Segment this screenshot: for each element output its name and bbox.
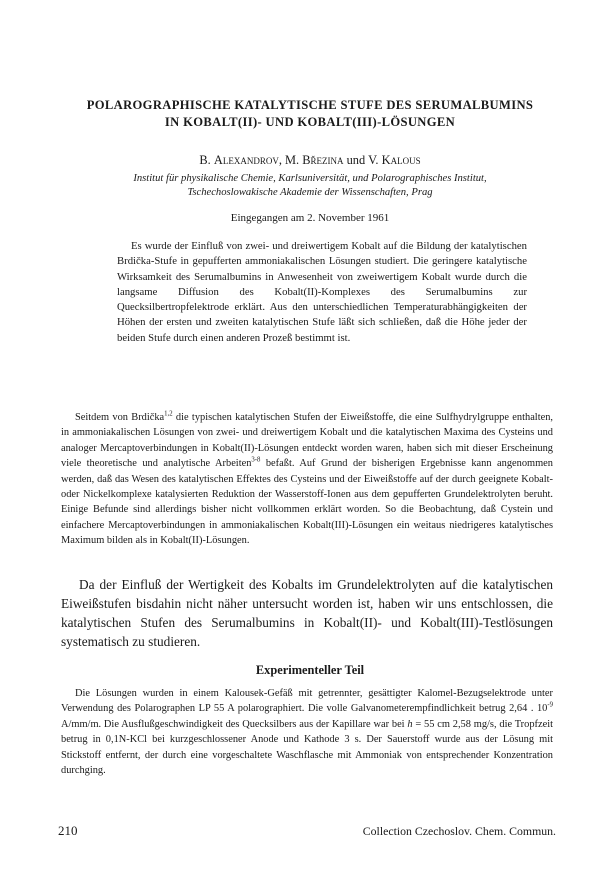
experimental-text-a: Die Lösungen wurden in einem Kalousek-Gefäß mit getrennter, gesättigter Kalomel-Bezugselektrode unter Verwendung des Polarographen LP 55 A polarographiert. Die volle Galvanometerempfindlichkeit betrug 2,64 . 10: [61, 688, 553, 715]
title-line-2: IN KOBALT(II)- UND KOBALT(III)-LÖSUNGEN: [164, 115, 456, 129]
experimental-text-b: A/mm/m. Die Ausflußgeschwindigkeit des Quecksilbers aus der Kapillare war bei: [61, 718, 408, 730]
intro-text-c: befaßt. Auf Grund der bisherigen Ergebnisse kann angenommen werden, daß das Wesen des katalytischen Effektes des Cysteins und der Eiweißstoffe auf der durch geeignete Kobalt- oder Nickelkomplexe katalysierten Reduktion der Wasserstoff-Ionen aus dem gepufferten Grundelektrolyten beruht. Einige Befunde sind allerdings bisher nicht vollkommen erklärt worden. So die Beobachtung, daß Cystein und einfachere Mercaptoverbindungen in ammoniakalischen Kobalt(III)-Lösungen ein weitaus niedrigeres katalytisches Maximum bilden als in Kobalt(II)-Lösungen.: [61, 458, 553, 547]
author-1-name: Alexandrov: [213, 153, 279, 167]
citation-ref-2: 3-8: [251, 456, 261, 464]
author-separator-1: , M.: [278, 153, 303, 167]
exponent: -9: [547, 701, 553, 709]
experimental-text-c: = 55 cm 2,58 mg/s, die Tropfzeit betrug in 0,1N-KCl bei kurzgeschlossener Anode und Kathode 3 s. Der Sauerstoff wurde aus der Lösung mit Stickstoff entfernt, der durch eine vorgeschaltete Waschflasche mit Ammoniak von entsprechender Konzentration durchging.: [61, 718, 553, 777]
intro-paragraph-2: Da der Einfluß der Wertigkeit des Kobalts im Grundelektrolyten auf die katalytischen Eiweißstufen bisdahin nicht näher untersucht worden ist, haben wir uns entschlossen, die katalytischen Stufen des Serumalbumins in Kobalt(II)- und Kobalt(III)-Testlösungen systematisch zu studieren.: [61, 577, 553, 649]
affiliation-line-1: Institut für physikalische Chemie, Karlsuniversität, und Polarographisches Institut,: [133, 173, 487, 184]
author-2-name: Březina: [302, 153, 344, 167]
experimental-paragraph: [61, 686, 553, 778]
intro-text-a: Seitdem von Brdička: [75, 412, 165, 423]
author-3-name: Kalous: [381, 153, 421, 167]
journal-name: Collection Czechoslov. Chem. Commun.: [362, 824, 556, 838]
affiliation-line-2: Tschechoslowakische Akademie der Wissenschaften, Prag: [187, 186, 433, 198]
abstract: Es wurde der Einfluß von zwei- und dreiwertigem Kobalt auf die Bildung der katalytischen Brdička-Stufe in gepufferten ammoniakalischen Lösungen studiert. Die geringere katalytische Wirksamkeit des Serumalbumins in Anwesenheit von zweiwertigem Kobalt wurde durch die langsame Diffusion des Kobalt(II)-Komplexes des Serumalbumins zur Quecksilbertropfelektrode erklärt. Aus den unterschiedlichen Temperaturabhängigkeiten der Höhen der ersten und zweiten katalytischen Stufe läßt sich schließen, daß die Höhe jeder der beiden Stufe durch einen anderen Prozeß bestimmt ist.: [117, 240, 527, 344]
intro-text-b: die typischen katalytischen Stufen der Eiweißstoffe, die eine Sulfhydrylgruppe enthalten, in ammoniakalischen Lösungen von zwei- und dreiwertigem Kobalt und die katalytischen Maxima des Cysteins und analoger Mercaptoverbindungen in Kobalt(II)-Lösungen entdeckt worden waren, haben sich mit dieser Erscheinung viele theoretische und analytische Arbeiten: [61, 412, 553, 470]
page-number: 210: [58, 823, 78, 838]
author-1-initial: B.: [199, 153, 214, 167]
article-title: [60, 97, 560, 131]
received-date: Eingegangen am 2. November 1961: [230, 212, 390, 224]
author-list: [60, 152, 560, 168]
author-separator-2: und V.: [343, 153, 382, 167]
intro-paragraph-1: [61, 410, 553, 549]
affiliation: [60, 172, 560, 199]
section-heading-experimental: Experimenteller Teil: [255, 663, 365, 677]
citation-ref-1: 1,2: [164, 410, 173, 418]
variable-h: h: [407, 718, 413, 730]
title-line-1: POLAROGRAPHISCHE KATALYTISCHE STUFE DES SERUMALBUMINS: [86, 98, 534, 112]
